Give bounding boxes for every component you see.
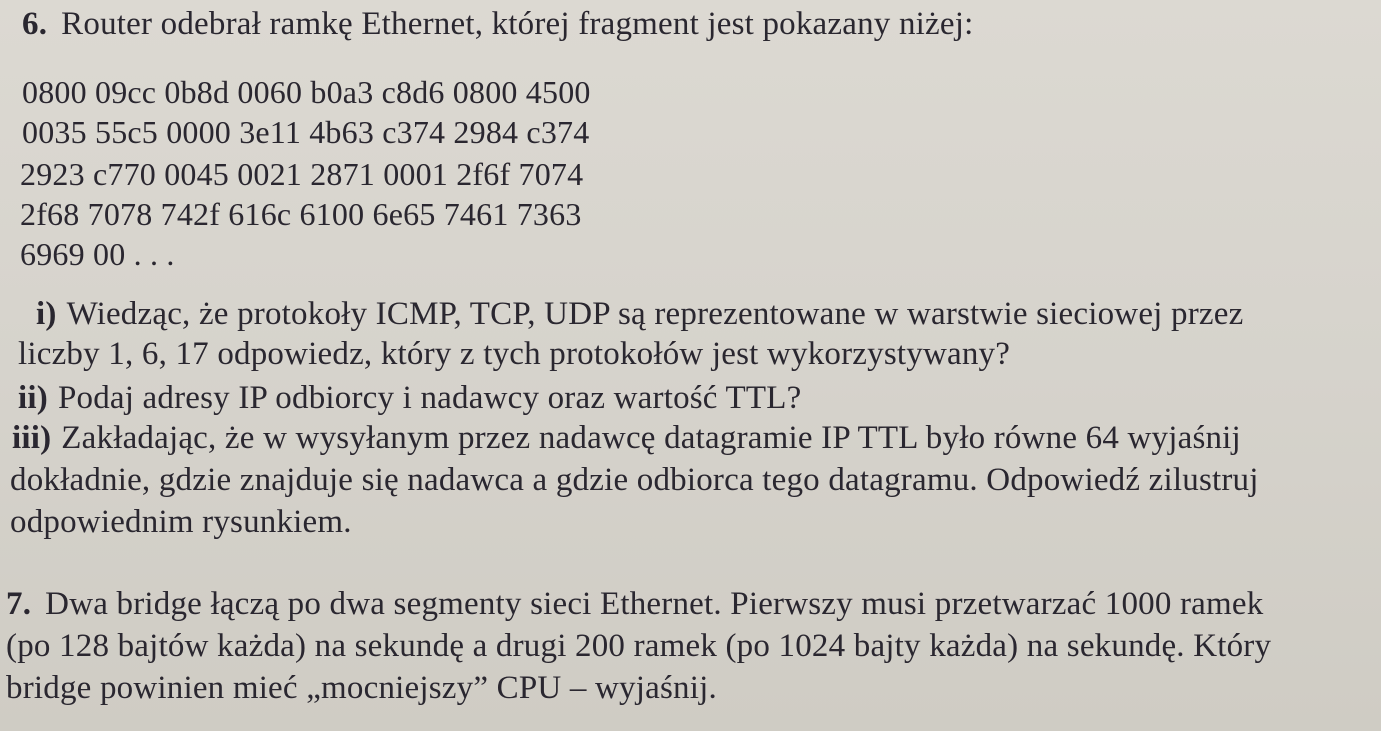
question-iii-line-3: odpowiednim rysunkiem. [10,504,352,540]
hex-line-1: 0800 09cc 0b8d 0060 b0a3 c8d6 0800 4500 [22,74,591,110]
question-ii-text-1: Podaj adresy IP odbiorcy i nadawcy oraz wartość TTL? [57,380,802,416]
problem-7-text-1: Dwa bridge łączą po dwa segmenty sieci Ethernet. Pierwszy musi przetwarzać 1000 ramek [45,586,1264,622]
question-i-text-1: Wiedząc, że protokoły ICMP, TCP, UDP są reprezentowane w warstwie sieciowej przez [66,296,1244,332]
problem-7-line-3: bridge powinien mieć „mocniejszy” CPU – wyjaśnij. [6,670,717,706]
problem-6-heading [22,4,973,44]
question-iii-label: iii) [12,420,52,456]
problem-7-number: 7. [6,586,32,622]
question-iii-line-2: dokładnie, gdzie znajduje się nadawca a gdzie odbiorca tego datagramu. Odpowiedź zilustruj [10,462,1259,498]
problem-7-line-2: (po 128 bajtów każda) na sekundę a drugi 200 ramek (po 1024 bajty każda) na sekundę. Który [6,628,1272,664]
question-iii-text-1: Zakładając, że w wysyłanym przez nadawcę datagramie IP TTL było równe 64 wyjaśnij [61,420,1241,456]
question-i-label: i) [36,296,57,332]
problem-6-number: 6. [22,6,48,42]
hex-line-4: 2f68 7078 742f 616c 6100 6e65 7461 7363 [20,196,582,232]
question-ii-label: ii) [18,380,48,416]
hex-line-3: 2923 c770 0045 0021 2871 0001 2f6f 7074 [20,156,584,192]
hex-line-2: 0035 55c5 0000 3e11 4b63 c374 2984 c374 [22,114,590,150]
question-i-line-2: liczby 1, 6, 17 odpowiedz, który z tych protokołów jest wykorzystywany? [18,336,1011,372]
problem-7-line-1 [6,584,1263,624]
question-iii-line-1 [12,418,1241,458]
problem-6-heading-text: Router odebrał ramkę Ethernet, której fragment jest pokazany niżej: [61,6,974,42]
hex-line-5: 6969 00 . . . [20,236,175,272]
question-i-line-1 [36,294,1243,334]
question-ii-line-1 [18,378,801,418]
